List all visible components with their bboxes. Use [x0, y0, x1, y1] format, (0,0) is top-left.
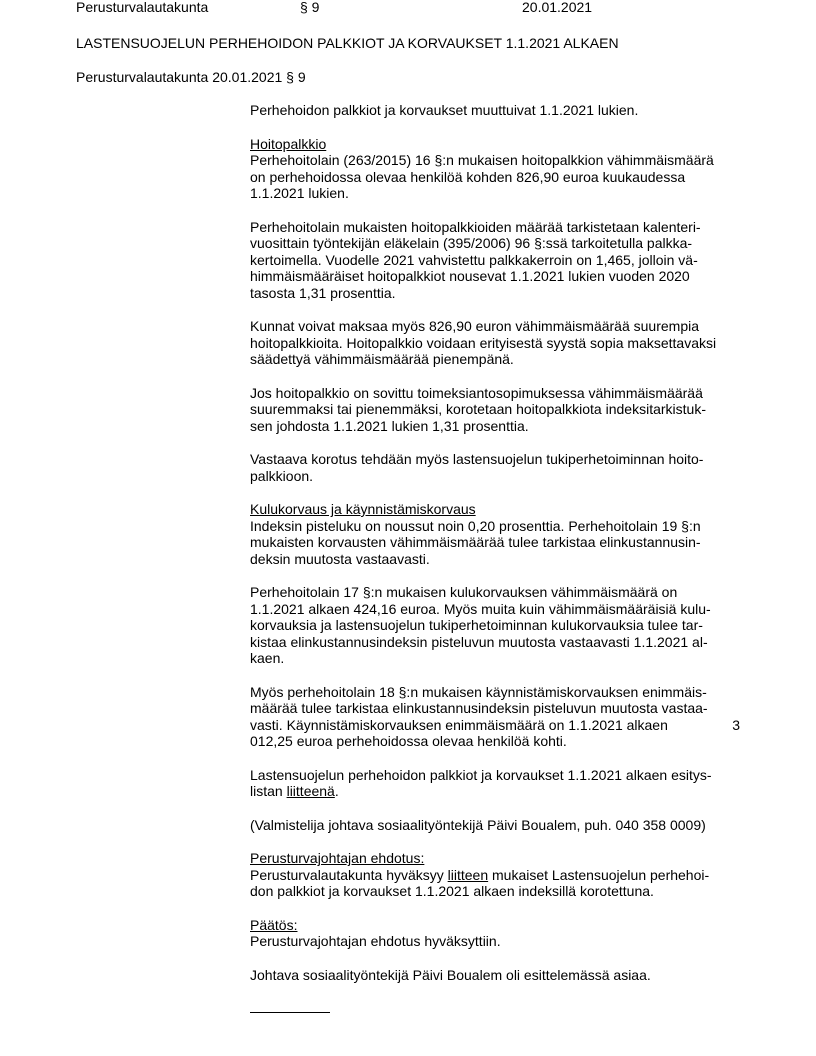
- section-heading-kulukorvaus: Kulukorvaus ja käynnistämiskorvaus: [250, 501, 476, 517]
- header-date: 20.01.2021: [522, 0, 593, 15]
- end-rule: [250, 1002, 330, 1013]
- attachment-link[interactable]: liitteenä: [286, 783, 335, 799]
- text-line: suuremmaksi tai pienemmäksi, korotetaan hoitopalkkiota indeksitarkistuk-: [250, 401, 706, 417]
- attachment-link[interactable]: liitteen: [447, 866, 489, 883]
- paragraph: [250, 684, 740, 750]
- end-rule-container: [250, 1000, 740, 1017]
- text-line: tasosta 1,31 prosenttia.: [250, 284, 396, 301]
- text-line: himmäismääräiset hoitopalkkiot nousevat 1.1.2021 lukien vuoden 2020: [250, 268, 690, 284]
- text-line: [250, 867, 740, 884]
- document-title: LASTENSUOJELUN PERHEHOIDON PALKKIOT JA KORVAUKSET 1.1.2021 ALKAEN: [76, 35, 619, 51]
- text-line: [250, 783, 740, 800]
- text-line: Indeksin pisteluku on noussut noin 0,20 prosenttia. Perhehoitolain 19 §:n: [250, 517, 701, 534]
- text-line: määrää tulee tarkistaa elinkustannusindeksin pisteluvun muutosta vastaa-: [250, 700, 708, 716]
- text-line: deksin muutosta vastaavasti.: [250, 550, 430, 567]
- preparer-note: (Valmistelija johtava sosiaalityöntekijä Päivi Boualem, puh. 040 358 0009): [250, 816, 706, 833]
- text-line: mukaisten korvausten vähimmäismäärää tulee tarkistaa elinkustannusin-: [250, 534, 701, 550]
- proposal-section: [250, 850, 740, 900]
- text-line: Kunnat voivat maksaa myös 826,90 euron vähimmäismäärää suurempia: [250, 318, 700, 334]
- text-line: Lastensuojelun perhehoidon palkkiot ja korvaukset 1.1.2021 alkaen esitys-: [250, 766, 712, 783]
- text-line: 012,25 euroa perhehoidossa olevaa henkilöä kohti.: [250, 733, 567, 749]
- text-line: don palkkiot ja korvaukset 1.1.2021 alkaen indeksillä korotettuna.: [250, 883, 654, 899]
- intro-paragraph: [250, 102, 740, 119]
- hoitopalkkio-section: [250, 136, 740, 202]
- text-line: kertoimella. Vuodelle 2021 vahvistettu palkkakerroin on 1,465, jolloin vä-: [250, 251, 698, 268]
- decision-text: Perusturvajohtajan ehdotus hyväksyttiin.: [250, 933, 501, 949]
- text-line: hoitopalkkioita. Hoitopalkkio voidaan erityisestä syystä sopia maksettavaksi: [250, 334, 717, 351]
- text-line: korvauksia ja lastensuojelun tukiperhetoiminnan kulukorvauksia tulee tar-: [250, 617, 703, 633]
- paragraph: [250, 219, 740, 302]
- text-fragment: 3: [732, 716, 740, 733]
- text-line: säädettyä vähimmäismäärää pienempänä.: [250, 351, 514, 367]
- text-fragment: Perusturvalautakunta hyväksyy: [250, 866, 448, 883]
- header-section-number: § 9: [300, 0, 320, 15]
- text-line: kistaa elinkustannusindeksin pisteluvun muutosta vastaavasti 1.1.2021 al-: [250, 633, 708, 650]
- text-line: Myös perhehoitolain 18 §:n mukaisen käynnistämiskorvauksen enimmäis-: [250, 683, 707, 700]
- text-fragment: .: [334, 783, 339, 799]
- paragraph: [250, 318, 740, 368]
- text-line: 1.1.2021 lukien.: [250, 185, 349, 201]
- document-body: [250, 102, 740, 1034]
- text-line: 1.1.2021 alkaen 424,16 euroa. Myös muita kuin vähimmäismääräisiä kulu-: [250, 600, 711, 617]
- attachment-paragraph: [250, 767, 740, 800]
- paragraph: [250, 451, 740, 484]
- text-line: Vastaava korotus tehdään myös lastensuojelun tukiperhetoiminnan hoito-: [250, 451, 704, 467]
- text-line: palkkioon.: [250, 467, 314, 484]
- text-line: Jos hoitopalkkio on sovittu toimeksiantosopimuksessa vähimmäismäärää: [250, 384, 703, 401]
- closing-text: Johtava sosiaalityöntekijä Päivi Boualem oli esittelemässä asiaa.: [250, 966, 651, 983]
- header-body-name: Perusturvalautakunta: [76, 0, 209, 15]
- text-line: vuosittain työntekijän eläkelain (395/2006) 96 §:ssä tarkoitetulla palkka-: [250, 235, 693, 251]
- text-line: Perhehoitolain (263/2015) 16 §:n mukaisen hoitopalkkion vähimmäismäärä: [250, 152, 714, 168]
- section-heading-proposal: Perusturvajohtajan ehdotus:: [250, 850, 425, 866]
- section-heading-decision: Päätös:: [250, 916, 298, 933]
- paragraph: [250, 385, 740, 435]
- kulukorvaus-section: [250, 501, 740, 567]
- meeting-reference: Perusturvalautakunta 20.01.2021 § 9: [76, 69, 306, 85]
- text-line: kaen.: [250, 650, 285, 666]
- text-fragment: listan: [250, 783, 287, 799]
- text-line: Perhehoitolain mukaisten hoitopalkkioiden määrää tarkistetaan kalenteri-: [250, 218, 701, 235]
- decision-section: [250, 917, 740, 950]
- text-line-justified: [250, 717, 740, 734]
- text-line: Perhehoidon palkkiot ja korvaukset muuttuivat 1.1.2021 lukien.: [250, 102, 639, 118]
- closing-paragraph: [250, 967, 740, 984]
- preparer-paragraph: [250, 817, 740, 834]
- paragraph: [250, 584, 740, 667]
- section-heading-hoitopalkkio: Hoitopalkkio: [250, 135, 327, 152]
- text-line: Perhehoitolain 17 §:n mukaisen kulukorvauksen vähimmäismäärä on: [250, 584, 678, 600]
- text-line: sen johdosta 1.1.2021 lukien 1,31 prosenttia.: [250, 417, 529, 434]
- text-fragment: mukaiset Lastensuojelun perhehoi-: [488, 866, 710, 883]
- text-fragment: vasti. Käynnistämiskorvauksen enimmäismäärä on 1.1.2021 alkaen: [250, 716, 668, 733]
- text-line: on perhehoidossa olevaa henkilöä kohden 826,90 euroa kuukaudessa: [250, 168, 686, 185]
